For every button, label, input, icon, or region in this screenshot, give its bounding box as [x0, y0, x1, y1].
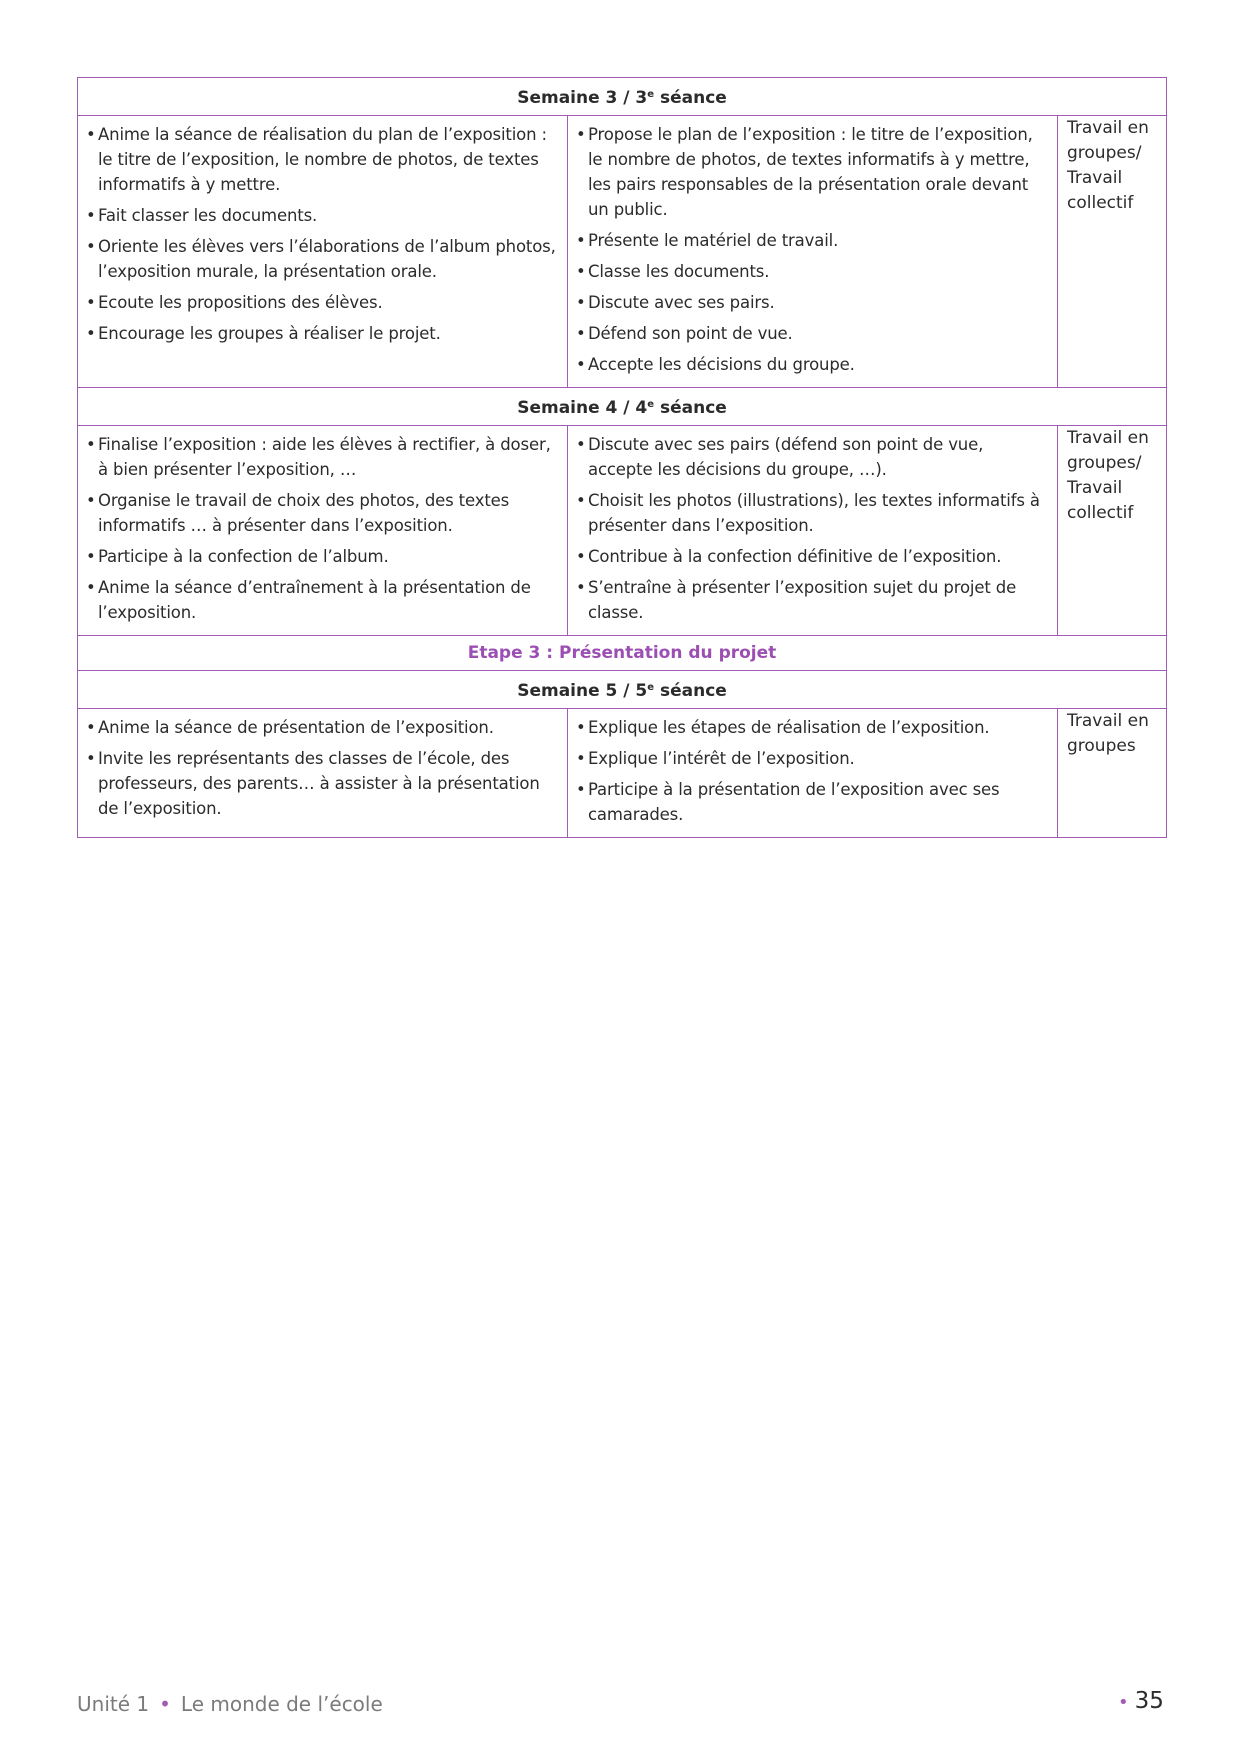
- teacher-activities-list: [86, 715, 559, 821]
- list-item: • Invite les représentants des classes de l’école, des professeurs, des parents… à assister à la présentation de l’exposition.: [86, 746, 559, 821]
- footer-title: Le monde de l’école: [180, 1692, 383, 1716]
- week-5-title: Semaine 5 / 5e séance: [78, 671, 1167, 709]
- list-item: • Anime la séance de présentation de l’exposition.: [86, 715, 559, 740]
- week-3-student-cell: [568, 116, 1058, 388]
- week-3-content-row: [78, 116, 1167, 388]
- list-item: • Fait classer les documents.: [86, 203, 559, 228]
- list-item: • Encourage les groupes à réaliser le projet.: [86, 321, 559, 346]
- list-item: • Choisit les photos (illustrations), les textes informatifs à présenter dans l’exposition.: [576, 488, 1049, 538]
- work-mode-line: Travail: [1067, 478, 1123, 498]
- stage-3-row: [78, 636, 1167, 671]
- week-4-teacher-cell: [78, 426, 568, 636]
- list-item: • S’entraîne à présenter l’exposition sujet du projet de classe.: [576, 575, 1049, 625]
- footer-separator: •: [159, 1692, 171, 1716]
- week-5-work-mode: [1058, 709, 1167, 838]
- footer-unit: Unité 1: [77, 1692, 150, 1716]
- list-item: • Propose le plan de l’exposition : le titre de l’exposition, le nombre de photos, de textes informatifs à y mettre, les pairs responsables de la présentation orale devant un public.: [576, 122, 1049, 222]
- list-item: • Anime la séance de réalisation du plan de l’exposition : le titre de l’exposition, le nombre de photos, de textes informatifs à y mettre.: [86, 122, 559, 197]
- list-item: • Participe à la confection de l’album.: [86, 544, 559, 569]
- page-marker: •: [1118, 1692, 1129, 1713]
- work-mode-line: Travail en: [1067, 118, 1149, 138]
- page-number: 35: [1134, 1688, 1164, 1714]
- teacher-activities-list: [86, 432, 559, 625]
- list-item: • Accepte les décisions du groupe.: [576, 352, 1049, 377]
- week-4-work-mode: [1058, 426, 1167, 636]
- week-3-title: Semaine 3 / 3e séance: [78, 78, 1167, 116]
- student-activities-list: [576, 122, 1049, 377]
- week-4-header-row: [78, 388, 1167, 426]
- work-mode-line: collectif: [1067, 503, 1134, 523]
- work-mode-line: groupes/: [1067, 143, 1142, 163]
- week-4-title: Semaine 4 / 4e séance: [78, 388, 1167, 426]
- list-item: • Oriente les élèves vers l’élaborations de l’album photos, l’exposition murale, la présentation orale.: [86, 234, 559, 284]
- stage-3-title: Etape 3 : Présentation du projet: [78, 636, 1167, 671]
- work-mode-line: Travail en: [1067, 711, 1149, 731]
- list-item: • Explique les étapes de réalisation de l’exposition.: [576, 715, 1049, 740]
- week-4-student-cell: [568, 426, 1058, 636]
- work-mode-line: collectif: [1067, 193, 1134, 213]
- list-item: • Défend son point de vue.: [576, 321, 1049, 346]
- list-item: • Discute avec ses pairs (défend son point de vue, accepte les décisions du groupe, …).: [576, 432, 1049, 482]
- student-activities-list: [576, 715, 1049, 827]
- week-5-student-cell: [568, 709, 1058, 838]
- week-5-teacher-cell: [78, 709, 568, 838]
- week-5-content-row: [78, 709, 1167, 838]
- list-item: • Anime la séance d’entraînement à la présentation de l’exposition.: [86, 575, 559, 625]
- list-item: • Finalise l’exposition : aide les élèves à rectifier, à doser, à bien présenter l’exposition, …: [86, 432, 559, 482]
- work-mode-line: Travail: [1067, 168, 1123, 188]
- list-item: • Présente le matériel de travail.: [576, 228, 1049, 253]
- list-item: • Classe les documents.: [576, 259, 1049, 284]
- teacher-activities-list: [86, 122, 559, 346]
- week-3-header-row: [78, 78, 1167, 116]
- lesson-plan-table: [77, 77, 1167, 838]
- footer-unit-title: [77, 1692, 383, 1716]
- week-3-teacher-cell: [78, 116, 568, 388]
- list-item: • Discute avec ses pairs.: [576, 290, 1049, 315]
- week-4-content-row: [78, 426, 1167, 636]
- work-mode-line: groupes: [1067, 736, 1136, 756]
- work-mode-line: Travail en: [1067, 428, 1149, 448]
- list-item: • Ecoute les propositions des élèves.: [86, 290, 559, 315]
- week-5-header-row: [78, 671, 1167, 709]
- list-item: • Contribue à la confection définitive de l’exposition.: [576, 544, 1049, 569]
- student-activities-list: [576, 432, 1049, 625]
- week-3-work-mode: [1058, 116, 1167, 388]
- list-item: • Participe à la présentation de l’exposition avec ses camarades.: [576, 777, 1049, 827]
- work-mode-line: groupes/: [1067, 453, 1142, 473]
- list-item: • Organise le travail de choix des photos, des textes informatifs … à présenter dans l’exposition.: [86, 488, 559, 538]
- list-item: • Explique l’intérêt de l’exposition.: [576, 746, 1049, 771]
- page-number-block: [1118, 1688, 1164, 1714]
